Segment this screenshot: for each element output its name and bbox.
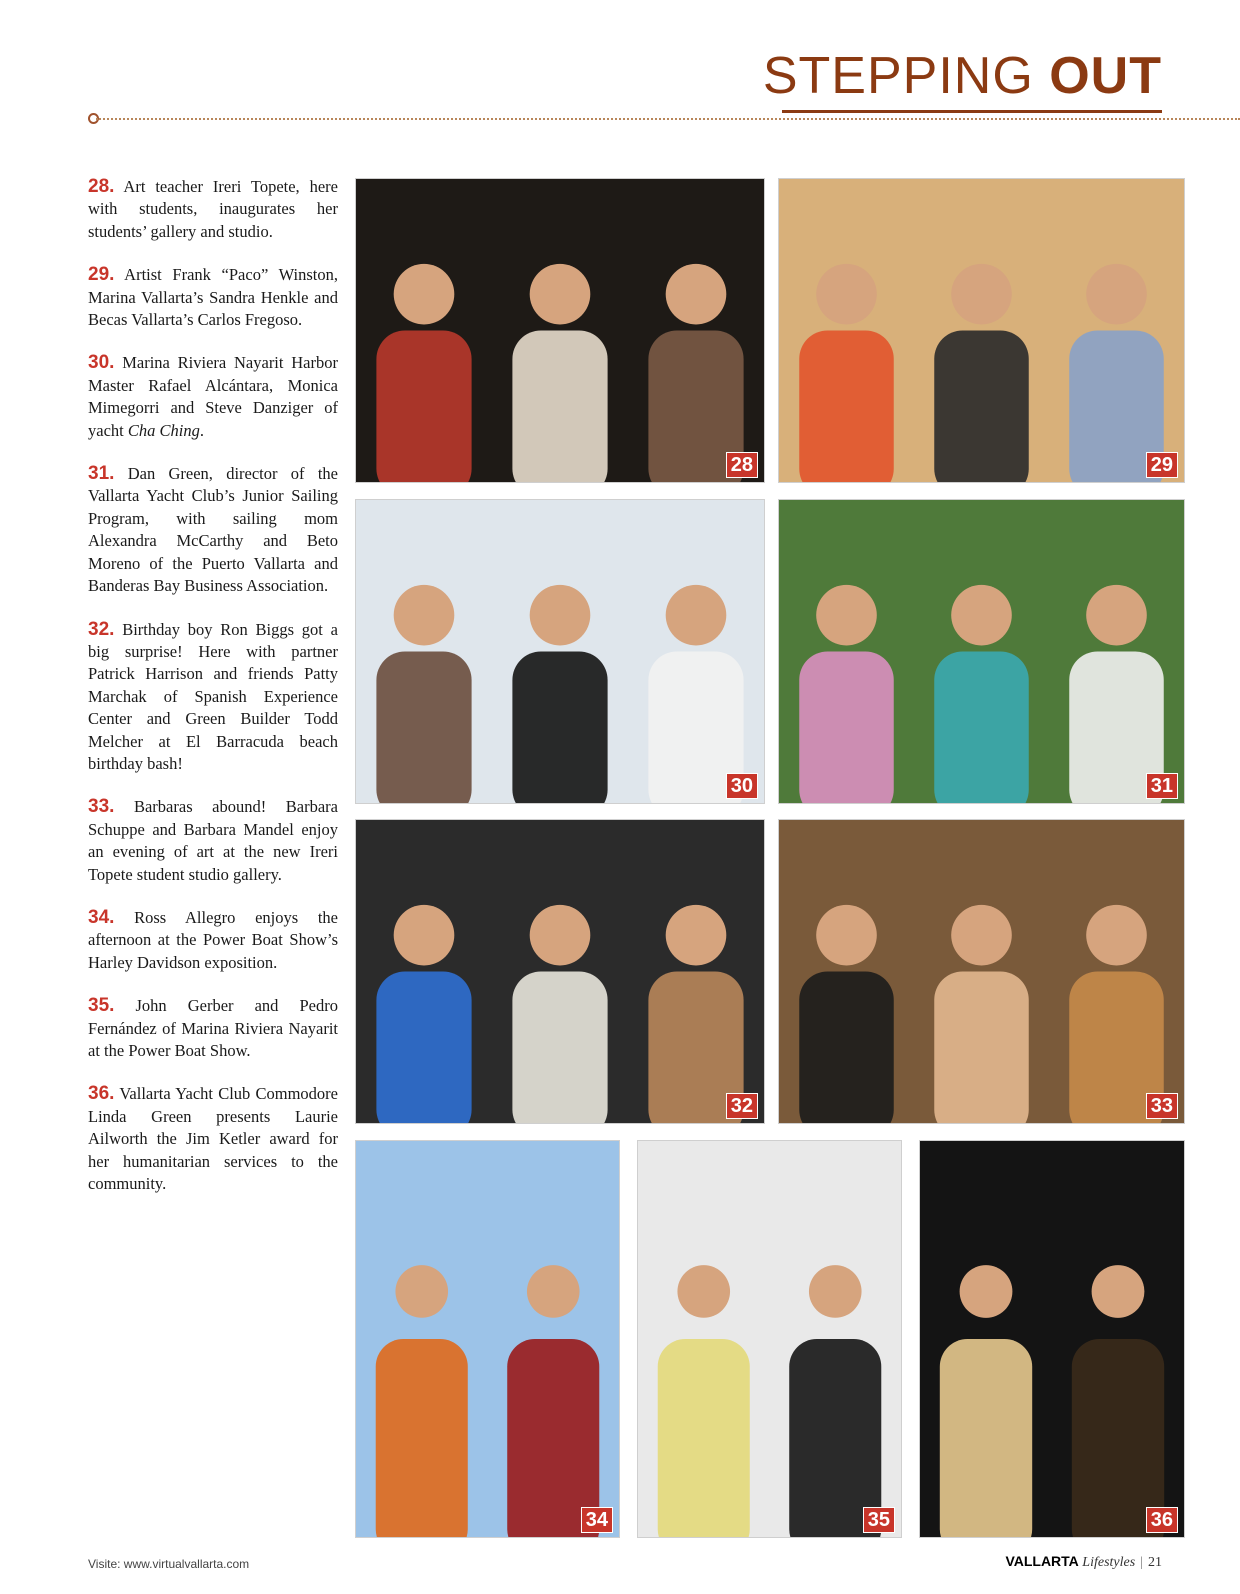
caption-text: Barbaras abound! Barbara Schuppe and Barbara Mandel enjoy an evening of art at the new Ireri Topete student studio gallery.: [88, 797, 338, 884]
caption-31: [88, 463, 338, 597]
caption-text: John Gerber and Pedro Fernández of Marina Riviera Nayarit at the Power Boat Show.: [88, 996, 338, 1060]
photo-35: [637, 1140, 902, 1538]
caption-number: 34.: [88, 906, 115, 928]
photo-number-badge: 30: [726, 773, 758, 799]
captions-column: [88, 176, 338, 1216]
page-title: [762, 47, 1162, 105]
caption-text: Dan Green, director of the Vallarta Yacht Club’s Junior Sailing Program, with sailing mom Alexandra McCarthy and Beto Moreno of the Puerto Vallarta and Banderas Bay Business Association.: [88, 464, 338, 596]
photo-36: [919, 1140, 1185, 1538]
photo-scene: [356, 1141, 619, 1537]
photo-34: [355, 1140, 620, 1538]
title-light-part: STEPPING: [762, 47, 1050, 105]
magazine-brand-script: Lifestyles: [1082, 1555, 1136, 1570]
magazine-brand: VALLARTA: [1005, 1553, 1079, 1569]
caption-28: [88, 176, 338, 243]
caption-text: Birthday boy Ron Biggs got a big surprise! Here with partner Patrick Harrison and friends Patty Marchak of Spanish Experience Center and Green Builder Todd Melcher at El Barracuda beach birthday bash!: [88, 619, 338, 773]
photo-30: [355, 499, 765, 804]
caption-number: 36.: [88, 1083, 115, 1105]
photo-scene: [779, 179, 1184, 482]
page-number: 21: [1148, 1555, 1162, 1570]
photo-number-badge: 36: [1146, 1507, 1178, 1533]
photo-scene: [779, 500, 1184, 803]
caption-number: 35.: [88, 995, 115, 1017]
caption-34: [88, 907, 338, 974]
caption-number: 33.: [88, 796, 115, 818]
photo-scene: [356, 820, 764, 1123]
caption-number: 30.: [88, 352, 115, 374]
photo-scene: [356, 500, 764, 803]
photo-number-badge: 35: [863, 1507, 895, 1533]
photo-number-badge: 28: [726, 452, 758, 478]
caption-text: Artist Frank “Paco” Winston, Marina Vallarta’s Sandra Henkle and Becas Vallarta’s Carlos Fregoso.: [88, 265, 338, 330]
caption-text-end: .: [199, 420, 204, 440]
footer-website: Visite: www.virtualvallarta.com: [88, 1557, 250, 1571]
photo-29: [778, 178, 1185, 483]
caption-text: Art teacher Ireri Topete, here with students, inaugurates her students’ gallery and studio.: [88, 177, 338, 241]
photo-33: [778, 819, 1185, 1124]
caption-30: [88, 352, 338, 442]
dotted-divider: [96, 118, 1240, 120]
photo-32: [355, 819, 765, 1124]
caption-29: [88, 264, 338, 331]
caption-text: Marina Riviera Nayarit Harbor Master Rafael Alcántara, Monica Mimegorri and Steve Danziger of yacht: [88, 353, 338, 440]
photo-number-badge: 33: [1146, 1093, 1178, 1119]
caption-number: 32.: [88, 618, 115, 640]
photo-number-badge: 31: [1146, 773, 1178, 799]
folio-separator: |: [1140, 1555, 1143, 1570]
title-underline: [782, 110, 1162, 113]
photo-number-badge: 29: [1146, 452, 1178, 478]
photo-31: [778, 499, 1185, 804]
photo-28: [355, 178, 765, 483]
photo-number-badge: 34: [581, 1507, 613, 1533]
caption-35: [88, 995, 338, 1062]
footer-folio: [1005, 1553, 1162, 1571]
photo-number-badge: 32: [726, 1093, 758, 1119]
caption-text: Ross Allegro enjoys the afternoon at the Power Boat Show’s Harley Davidson exposition.: [88, 907, 338, 972]
caption-number: 28.: [88, 176, 115, 197]
caption-32: [88, 619, 338, 776]
caption-number: 29.: [88, 264, 115, 286]
title-bold-part: OUT: [1049, 47, 1162, 105]
photo-scene: [356, 179, 764, 482]
caption-number: 31.: [88, 463, 115, 485]
caption-36: [88, 1083, 338, 1195]
yacht-name: Cha Ching: [127, 420, 200, 440]
photo-scene: [779, 820, 1184, 1123]
photo-scene: [638, 1141, 901, 1537]
photo-scene: [920, 1141, 1184, 1537]
caption-33: [88, 796, 338, 886]
caption-text: Vallarta Yacht Club Commodore Linda Green presents Laurie Ailworth the Jim Ketler award for her humanitarian services to the community.: [88, 1084, 338, 1194]
